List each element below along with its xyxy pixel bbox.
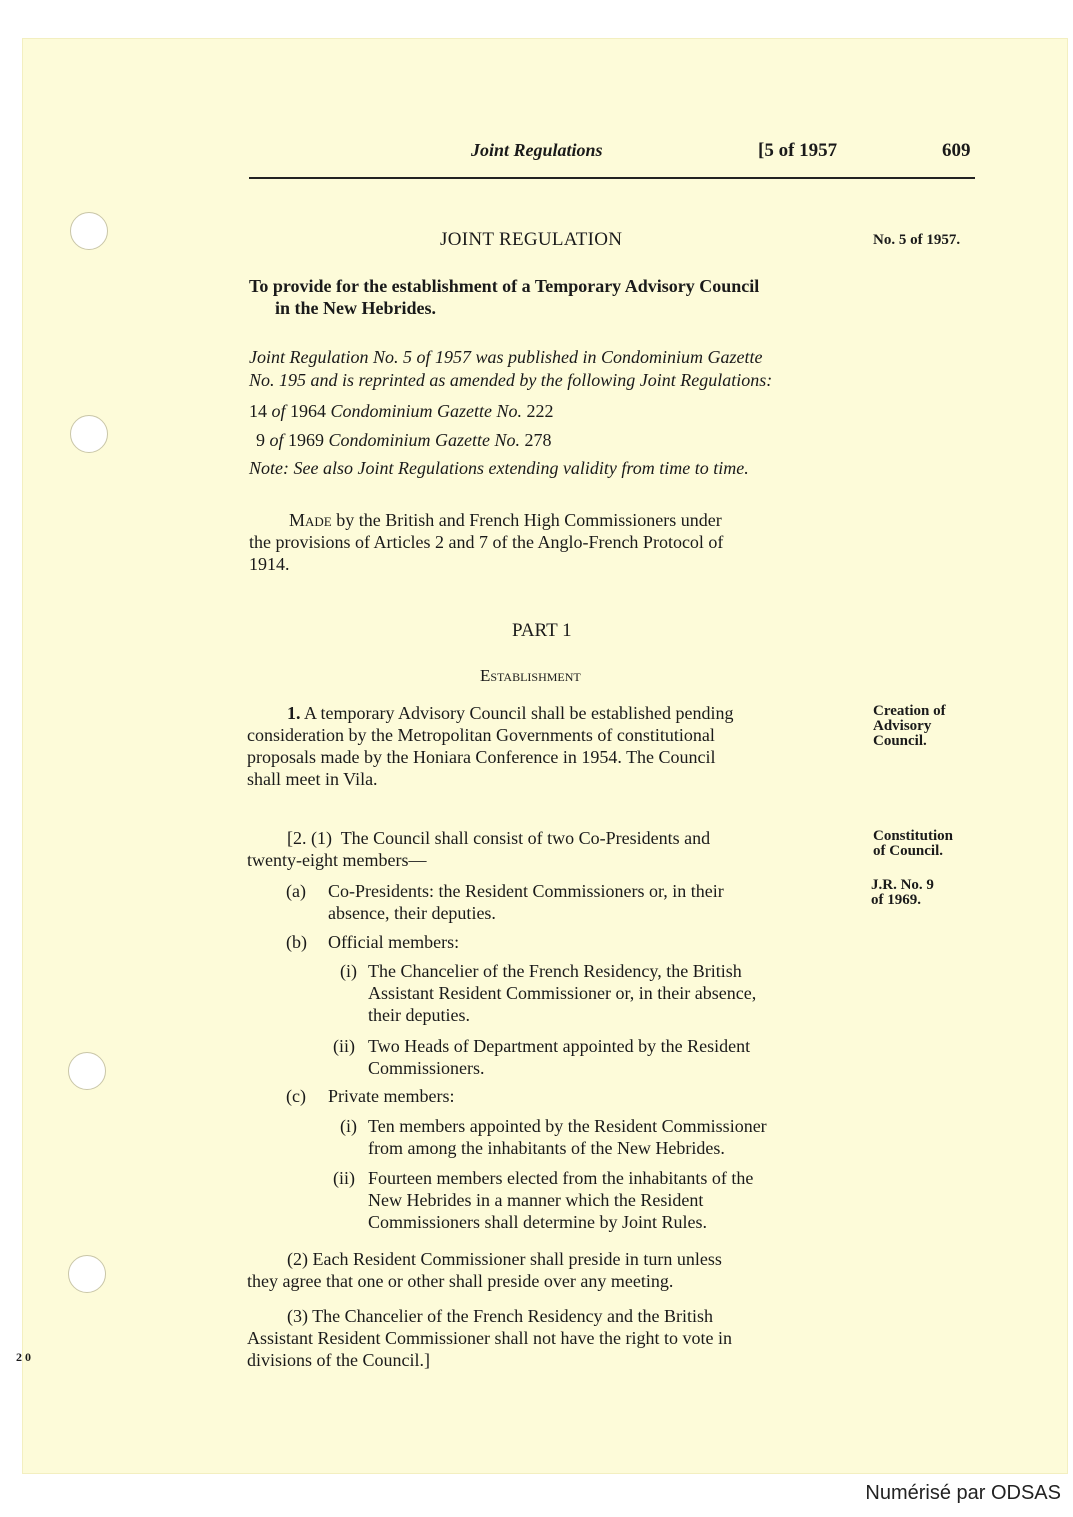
punch-hole bbox=[68, 1255, 106, 1293]
page-number: 609 bbox=[942, 140, 971, 161]
item-b-ii: Two Heads of Department appointed by the Resident Commissioners. bbox=[368, 1036, 751, 1078]
part-subtitle: Establishment bbox=[480, 666, 581, 685]
section-1: 1. A temporary Advisory Council shall be established pending consideration by the Metropolitan Governments of constitutional proposals made by the Honiara Conference in 1954. The Council shall meet in Vila. bbox=[247, 703, 734, 789]
running-title: Joint Regulations bbox=[471, 140, 603, 160]
digitization-credit: Numérisé par ODSAS bbox=[865, 1482, 1061, 1504]
punch-hole bbox=[70, 212, 108, 250]
publication-line: No. 195 and is reprinted as amended by the following Joint Regulations: bbox=[249, 370, 773, 390]
margin-ref-text: No. 5 of 1957. bbox=[873, 232, 961, 248]
long-title-line: in the New Hebrides. bbox=[275, 298, 436, 318]
paragraph-b-label: (b) bbox=[286, 932, 307, 952]
margin-note-regulation-number bbox=[873, 233, 963, 248]
margin-note-constitution: Constitution of Council. bbox=[873, 828, 954, 859]
paragraph-a: Co-Presidents: the Resident Commissioners or, in their absence, their deputies. bbox=[328, 881, 724, 923]
amendment-line: 9 of 1969 Condominium Gazette No. 278 bbox=[256, 430, 552, 450]
paragraph-c-label: (c) bbox=[286, 1086, 306, 1106]
note-line: Note: See also Joint Regulations extending validity from time to time. bbox=[249, 458, 749, 478]
paragraph-b: Official members: bbox=[328, 932, 460, 952]
paragraph-c: Private members: bbox=[328, 1086, 455, 1106]
punch-hole bbox=[68, 1052, 106, 1090]
publication-line: Joint Regulation No. 5 of 1957 was published in Condominium Gazette bbox=[249, 347, 763, 367]
part-title: PART 1 bbox=[512, 620, 572, 641]
enacting-clause: Made by the British and French High Commissioners under the provisions of Articles 2 and 7 of the Anglo-French Protocol of 1914. bbox=[249, 510, 724, 574]
item-b-i-label: (i) bbox=[340, 961, 357, 981]
margin-note-amendment: J.R. No. 9 of 1969. bbox=[871, 877, 934, 908]
punch-hole bbox=[70, 415, 108, 453]
subsection-2: (2) Each Resident Commissioner shall preside in turn unless they agree that one or other shall preside over any meeting. bbox=[247, 1249, 722, 1291]
item-c-i: Ten members appointed by the Resident Commissioner from among the inhabitants of the New Hebrides. bbox=[368, 1116, 767, 1158]
amendment-line: 14 of 1964 Condominium Gazette No. 222 bbox=[249, 401, 554, 421]
item-c-ii-label: (ii) bbox=[333, 1168, 355, 1188]
margin-note-section-1: Creation of Advisory Council. bbox=[873, 703, 946, 749]
regulation-number: [5 of 1957 bbox=[758, 140, 838, 161]
item-b-i: The Chancelier of the French Residency, the British Assistant Resident Commissioner or, in their absence, their deputies. bbox=[368, 961, 757, 1025]
item-c-i-label: (i) bbox=[340, 1116, 357, 1136]
subsection-3: (3) The Chancelier of the French Residency and the British Assistant Resident Commissioner shall not have the right to vote in divisions of the Council.] bbox=[247, 1306, 732, 1370]
item-b-ii-label: (ii) bbox=[333, 1036, 355, 1056]
long-title-line: To provide for the establishment of a Temporary Advisory Council bbox=[249, 276, 760, 296]
document-heading: JOINT REGULATION bbox=[440, 229, 623, 250]
header-rule bbox=[249, 177, 975, 179]
item-c-ii: Fourteen members elected from the inhabitants of the New Hebrides in a manner which the Resident Commissioners shall determine by Joint Rules. bbox=[368, 1168, 754, 1232]
section-2-subsection-1: [2. (1) The Council shall consist of two Co-Presidents and twenty-eight members— bbox=[247, 828, 711, 870]
paragraph-a-label: (a) bbox=[286, 881, 306, 901]
edge-mark: 2 0 bbox=[16, 1350, 31, 1364]
